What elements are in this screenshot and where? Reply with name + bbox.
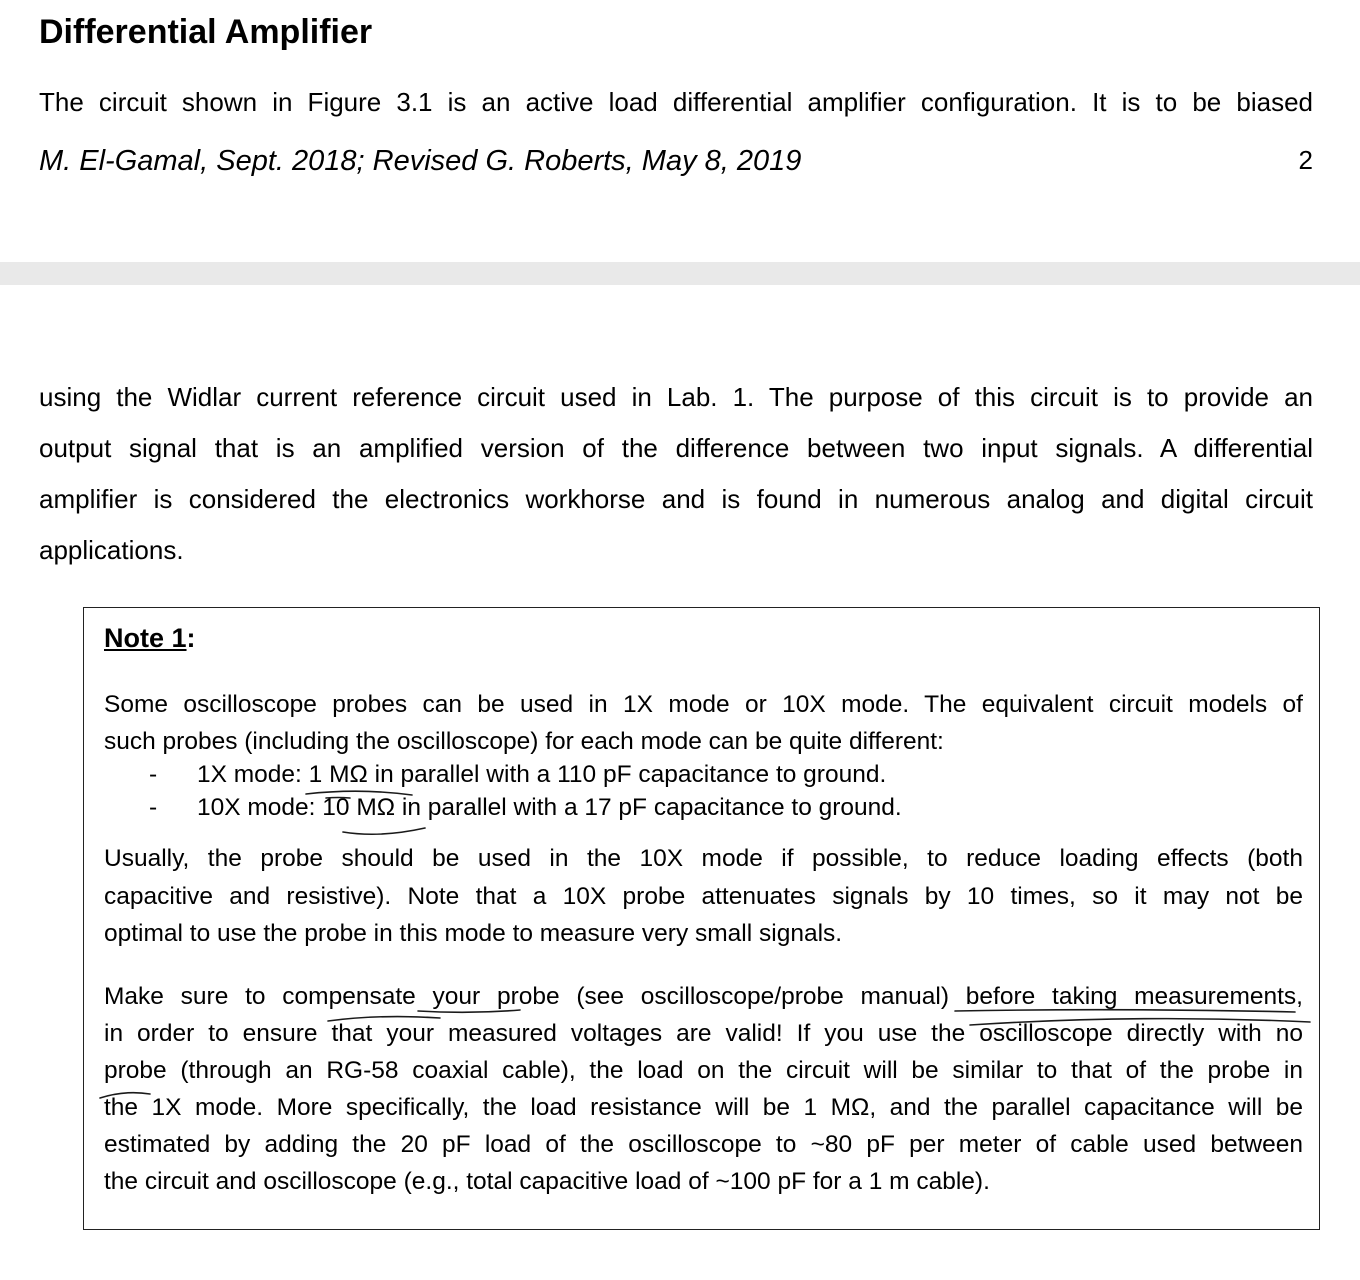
note-usage-line: capacitive and resistive). Note that a 10X probe attenuates signals by 10 times, so it may not be — [104, 882, 1303, 910]
bullet-item-10x — [104, 791, 1303, 824]
paragraph-line: amplifier is considered the electronics workhorse and is found in numerous analog and digital circuit — [39, 484, 1313, 514]
note-compensate-line: in order to ensure that your measured voltages are valid! If you use the oscilloscope directly with no — [104, 1020, 1303, 1047]
paragraph-line: output signal that is an amplified version of the difference between two input signals. A differential — [39, 433, 1313, 463]
body-paragraph — [39, 372, 1313, 576]
note-compensate-line: Make sure to compensate your probe (see oscilloscope/probe manual) before taking measurements, — [104, 983, 1303, 1010]
paragraph-line: using the Widlar current reference circuit used in Lab. 1. The purpose of this circuit is to provide an — [39, 382, 1313, 412]
paragraph-line: applications. — [39, 535, 184, 565]
note-usage-line: optimal to use the probe in this mode to measure very small signals. — [104, 920, 843, 947]
note-intro-line: such probes (including the oscilloscope) for each mode can be quite different: — [104, 728, 944, 755]
note-usage-paragraph — [104, 840, 1303, 953]
note-compensate-line: the 1X mode. More specifically, the load resistance will be 1 MΩ, and the parallel capacitance will be — [104, 1094, 1303, 1121]
bullet-dash: - — [149, 794, 158, 821]
bullet-item-1x — [104, 758, 1303, 791]
note-box — [83, 607, 1320, 1230]
previous-page-bottom — [0, 0, 1360, 262]
note-intro — [104, 686, 1303, 760]
page-number: 2 — [1298, 145, 1313, 175]
note-title-label: Note 1 — [104, 623, 187, 653]
note-compensate-line: probe (through an RG-58 coaxial cable), the load on the circuit will be similar to that of the probe in — [104, 1057, 1303, 1084]
note-usage-line: Usually, the probe should be used in the 10X mode if possible, to reduce loading effects (both — [104, 845, 1303, 872]
page-separator — [0, 262, 1360, 285]
note-intro-line: Some oscilloscope probes can be used in 1X mode or 10X mode. The equivalent circuit models of — [104, 691, 1303, 718]
bullet-dash: - — [149, 761, 158, 788]
note-compensate-line: the circuit and oscilloscope (e.g., total capacitive load of ~100 pF for a 1 m cable). — [104, 1168, 990, 1195]
note-title — [104, 620, 196, 656]
page-footer-author: M. El-Gamal, Sept. 2018; Revised G. Roberts, May 8, 2019 — [39, 145, 802, 177]
intro-text-line: The circuit shown in Figure 3.1 is an active load differential amplifier configuration. It is to be biased — [39, 87, 1313, 117]
bullet-text: 10X mode: 10 MΩ in parallel with a 17 pF capacitance to ground. — [197, 794, 902, 821]
note-title-colon: : — [186, 623, 196, 653]
section-heading: Differential Amplifier — [39, 13, 373, 51]
bullet-text: 1X mode: 1 MΩ in parallel with a 110 pF capacitance to ground. — [197, 761, 887, 788]
note-bullet-list — [104, 758, 1303, 824]
note-compensate-line: estimated by adding the 20 pF load of the oscilloscope to ~80 pF per meter of cable used between — [104, 1131, 1303, 1158]
note-compensate-paragraph — [104, 978, 1303, 1200]
